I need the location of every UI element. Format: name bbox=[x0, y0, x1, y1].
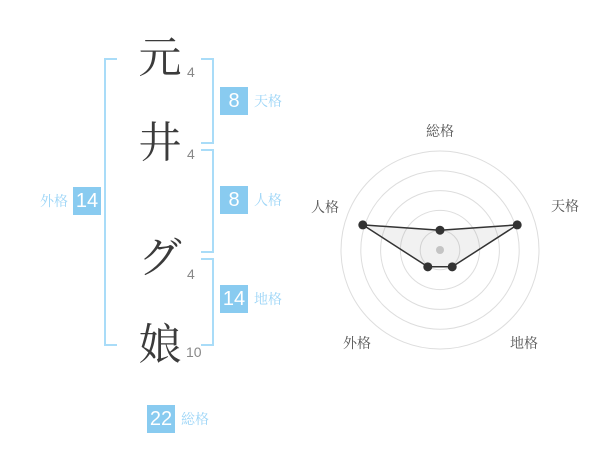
jinkaku-bracket bbox=[201, 149, 214, 253]
soukaku-value: 22 bbox=[149, 408, 173, 430]
chikaku-badge bbox=[220, 285, 248, 313]
tenkaku-bracket bbox=[201, 58, 214, 144]
radar-center-dot bbox=[436, 246, 444, 254]
radar-data-point-地格 bbox=[448, 262, 457, 271]
chikaku-label: 地格 bbox=[254, 291, 282, 307]
radar-axis-label-天格: 天格 bbox=[551, 198, 579, 214]
jinkaku-label: 人格 bbox=[254, 192, 282, 208]
gaikaku-bracket bbox=[104, 58, 117, 346]
radar-data-point-人格 bbox=[358, 220, 367, 229]
stroke-count-3: 4 bbox=[187, 266, 195, 282]
radar-axis-label-地格: 地格 bbox=[510, 335, 538, 351]
gaikaku-value: 14 bbox=[75, 190, 99, 212]
tenkaku-badge bbox=[220, 87, 248, 115]
radar-data-point-天格 bbox=[513, 220, 522, 229]
jinkaku-value: 8 bbox=[228, 189, 240, 211]
chikaku-bracket bbox=[201, 258, 214, 346]
stroke-count-4: 10 bbox=[186, 344, 202, 360]
gaikaku-badge bbox=[73, 187, 101, 215]
kaku-radar-chart bbox=[310, 95, 600, 385]
tenkaku-value: 8 bbox=[228, 90, 240, 112]
name-character-3: グ bbox=[138, 234, 182, 283]
chikaku-value: 14 bbox=[222, 288, 246, 310]
stroke-count-2: 4 bbox=[187, 146, 195, 162]
soukaku-label: 総格 bbox=[181, 411, 209, 427]
stroke-count-1: 4 bbox=[187, 64, 195, 80]
radar-data-point-外格 bbox=[423, 262, 432, 271]
soukaku-badge bbox=[147, 405, 175, 433]
name-character-2: 井 bbox=[138, 119, 182, 168]
jinkaku-badge bbox=[220, 186, 248, 214]
radar-axis-label-人格: 人格 bbox=[311, 199, 339, 215]
gaikaku-label: 外格 bbox=[40, 193, 68, 209]
tenkaku-label: 天格 bbox=[254, 93, 282, 109]
name-character-1: 元 bbox=[138, 34, 182, 83]
radar-axis-label-外格: 外格 bbox=[343, 335, 371, 351]
name-character-4: 娘 bbox=[138, 321, 182, 370]
radar-axis-label-総格: 総格 bbox=[426, 123, 454, 139]
radar-data-point-総格 bbox=[436, 226, 445, 235]
